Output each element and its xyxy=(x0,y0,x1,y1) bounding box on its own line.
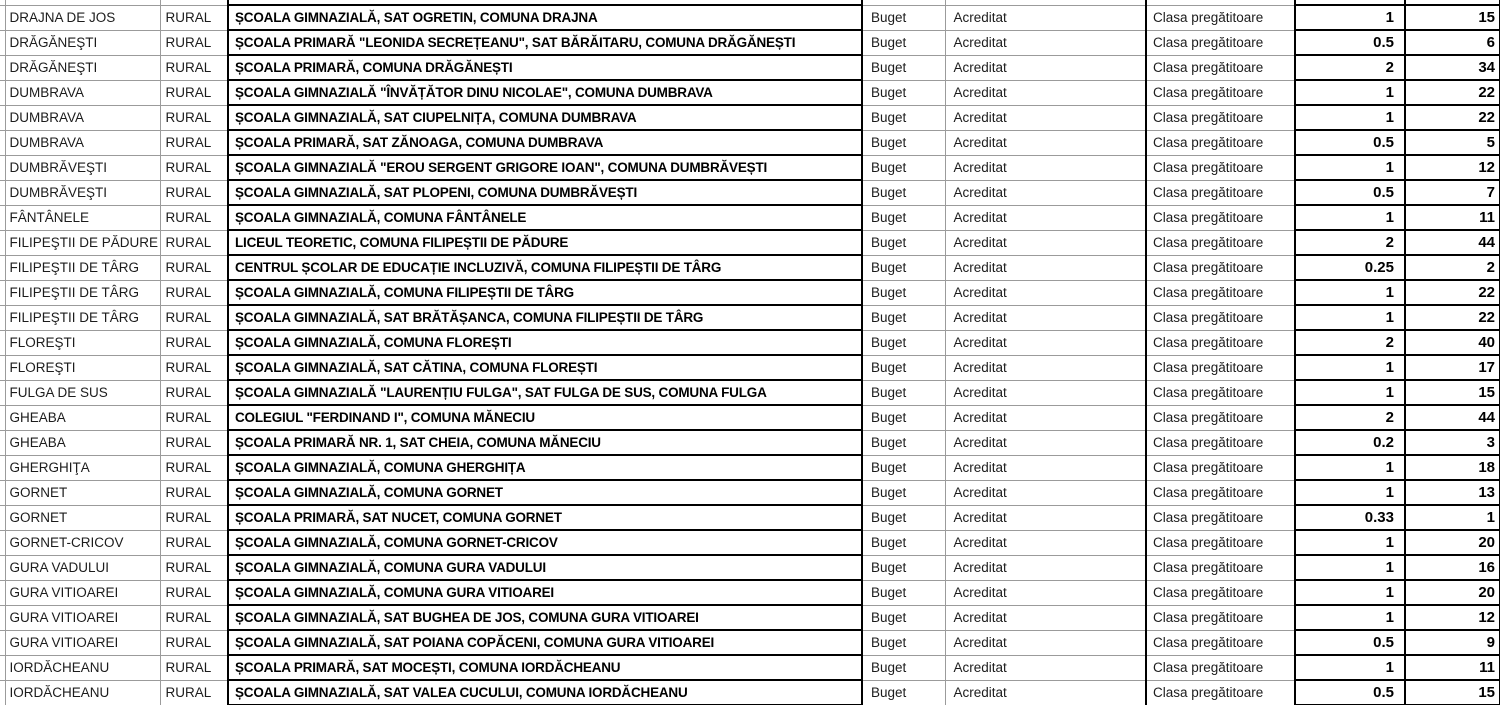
students-count-cell[interactable]: 12 xyxy=(1405,155,1500,180)
grade-level-cell[interactable]: Clasa pregătitoare xyxy=(1146,430,1295,455)
accreditation-cell[interactable]: Acreditat xyxy=(945,155,1146,180)
environment-cell[interactable]: RURAL xyxy=(160,255,228,280)
accreditation-cell[interactable]: Acreditat xyxy=(945,380,1146,405)
students-count-cell[interactable]: 11 xyxy=(1405,655,1500,680)
students-count-cell[interactable]: 11 xyxy=(1405,205,1500,230)
environment-cell[interactable]: RURAL xyxy=(160,380,228,405)
classes-count-cell[interactable]: 0.5 xyxy=(1295,630,1405,655)
school-name-cell[interactable]: ȘCOALA GIMNAZIALĂ, SAT VALEA CUCULUI, COMUNA IORDĂCHEANU xyxy=(228,680,862,705)
students-count-cell[interactable]: 22 xyxy=(1405,305,1500,330)
funding-cell[interactable]: Buget xyxy=(862,180,945,205)
accreditation-cell[interactable]: Acreditat xyxy=(945,530,1146,555)
locality-cell[interactable]: DUMBRAVA xyxy=(5,105,160,130)
funding-cell[interactable]: Buget xyxy=(862,5,945,30)
classes-count-cell[interactable]: 0.33 xyxy=(1295,505,1405,530)
accreditation-cell[interactable]: Acreditat xyxy=(945,230,1146,255)
grade-level-cell[interactable]: Clasa pregătitoare xyxy=(1146,5,1295,30)
accreditation-cell[interactable]: Acreditat xyxy=(945,105,1146,130)
students-count-cell[interactable]: 17 xyxy=(1405,355,1500,380)
environment-cell[interactable]: RURAL xyxy=(160,5,228,30)
grade-level-cell[interactable]: Clasa pregătitoare xyxy=(1146,305,1295,330)
table-row xyxy=(0,30,1500,55)
accreditation-cell[interactable]: Acreditat xyxy=(945,80,1146,105)
locality-cell[interactable]: FLOREŞTI xyxy=(5,355,160,380)
funding-cell[interactable]: Buget xyxy=(862,105,945,130)
environment-cell[interactable]: RURAL xyxy=(160,555,228,580)
table-row xyxy=(0,80,1500,105)
students-count-cell[interactable]: 1 xyxy=(1405,505,1500,530)
funding-cell[interactable]: Buget xyxy=(862,155,945,180)
school-name-cell[interactable]: ȘCOALA PRIMARĂ "LEONIDA SECREȚEANU", SAT BĂRĂITARU, COMUNA DRĂGĂNEȘTI xyxy=(228,30,862,55)
locality-cell[interactable]: FILIPEŞTII DE TÂRG xyxy=(5,280,160,305)
environment-cell[interactable]: RURAL xyxy=(160,455,228,480)
school-name-cell[interactable]: ȘCOALA GIMNAZIALĂ, COMUNA GORNET-CRICOV xyxy=(228,530,862,555)
school-name-cell[interactable]: ȘCOALA GIMNAZIALĂ, COMUNA FLOREȘTI xyxy=(228,330,862,355)
grade-level-cell[interactable]: Clasa pregătitoare xyxy=(1146,255,1295,280)
funding-cell[interactable]: Buget xyxy=(862,555,945,580)
locality-cell[interactable]: DUMBRAVA xyxy=(5,130,160,155)
grade-level-cell[interactable]: Clasa pregătitoare xyxy=(1146,680,1295,705)
students-count-cell[interactable]: 15 xyxy=(1405,5,1500,30)
school-name-cell[interactable]: ȘCOALA GIMNAZIALĂ, COMUNA GORNET xyxy=(228,480,862,505)
table-row xyxy=(0,555,1500,580)
accreditation-cell[interactable]: Acreditat xyxy=(945,205,1146,230)
table-row xyxy=(0,205,1500,230)
locality-cell[interactable]: GHEABA xyxy=(5,405,160,430)
grade-level-cell[interactable]: Clasa pregătitoare xyxy=(1146,30,1295,55)
locality-cell[interactable]: FILIPEŞTII DE TÂRG xyxy=(5,305,160,330)
students-count-cell[interactable]: 34 xyxy=(1405,55,1500,80)
school-name-cell[interactable]: ȘCOALA GIMNAZIALĂ, SAT POIANA COPĂCENI, COMUNA GURA VITIOAREI xyxy=(228,630,862,655)
school-name-cell[interactable]: CENTRUL ȘCOLAR DE EDUCAȚIE INCLUZIVĂ, COMUNA FILIPEȘTII DE TÂRG xyxy=(228,255,862,280)
table-row xyxy=(0,105,1500,130)
grade-level-cell[interactable]: Clasa pregătitoare xyxy=(1146,155,1295,180)
environment-cell[interactable]: RURAL xyxy=(160,155,228,180)
students-count-cell[interactable]: 22 xyxy=(1405,280,1500,305)
students-count-cell[interactable]: 3 xyxy=(1405,430,1500,455)
grade-level-cell[interactable]: Clasa pregătitoare xyxy=(1146,380,1295,405)
funding-cell[interactable]: Buget xyxy=(862,630,945,655)
locality-cell[interactable]: GURA VITIOAREI xyxy=(5,605,160,630)
grade-level-cell[interactable]: Clasa pregătitoare xyxy=(1146,55,1295,80)
funding-cell[interactable]: Buget xyxy=(862,380,945,405)
accreditation-cell[interactable]: Acreditat xyxy=(945,5,1146,30)
locality-cell[interactable]: DUMBRAVA xyxy=(5,80,160,105)
environment-cell[interactable]: RURAL xyxy=(160,480,228,505)
table-row xyxy=(0,630,1500,655)
table-row xyxy=(0,130,1500,155)
table-row xyxy=(0,180,1500,205)
locality-cell[interactable]: DRAJNA DE JOS xyxy=(5,5,160,30)
funding-cell[interactable]: Buget xyxy=(862,530,945,555)
environment-cell[interactable]: RURAL xyxy=(160,80,228,105)
school-name-cell[interactable]: ȘCOALA GIMNAZIALĂ "ÎNVĂȚĂTOR DINU NICOLAE", COMUNA DUMBRAVA xyxy=(228,80,862,105)
accreditation-cell[interactable]: Acreditat xyxy=(945,30,1146,55)
funding-cell[interactable]: Buget xyxy=(862,505,945,530)
accreditation-cell[interactable]: Acreditat xyxy=(945,180,1146,205)
accreditation-cell[interactable]: Acreditat xyxy=(945,355,1146,380)
classes-count-cell[interactable]: 2 xyxy=(1295,230,1405,255)
students-count-cell[interactable]: 6 xyxy=(1405,30,1500,55)
locality-cell[interactable]: IORDĂCHEANU xyxy=(5,655,160,680)
table-row xyxy=(0,655,1500,680)
grade-level-cell[interactable]: Clasa pregătitoare xyxy=(1146,405,1295,430)
funding-cell[interactable]: Buget xyxy=(862,255,945,280)
grade-level-cell[interactable]: Clasa pregătitoare xyxy=(1146,80,1295,105)
school-name-cell[interactable]: ȘCOALA GIMNAZIALĂ "LAURENȚIU FULGA", SAT FULGA DE SUS, COMUNA FULGA xyxy=(228,380,862,405)
funding-cell[interactable]: Buget xyxy=(862,130,945,155)
grade-level-cell[interactable]: Clasa pregătitoare xyxy=(1146,505,1295,530)
students-count-cell[interactable]: 9 xyxy=(1405,630,1500,655)
school-name-cell[interactable]: ȘCOALA GIMNAZIALĂ, COMUNA GURA VITIOAREI xyxy=(228,580,862,605)
funding-cell[interactable]: Buget xyxy=(862,405,945,430)
accreditation-cell[interactable]: Acreditat xyxy=(945,630,1146,655)
school-name-cell[interactable]: ȘCOALA GIMNAZIALĂ "EROU SERGENT GRIGORE IOAN", COMUNA DUMBRĂVEȘTI xyxy=(228,155,862,180)
table-row xyxy=(0,230,1500,255)
locality-cell[interactable]: GHEABA xyxy=(5,430,160,455)
funding-cell[interactable]: Buget xyxy=(862,430,945,455)
accreditation-cell[interactable]: Acreditat xyxy=(945,280,1146,305)
table-row xyxy=(0,330,1500,355)
classes-count-cell[interactable]: 1 xyxy=(1295,155,1405,180)
locality-cell[interactable]: DRĂGĂNEŞTI xyxy=(5,30,160,55)
students-count-cell[interactable]: 20 xyxy=(1405,580,1500,605)
students-count-cell[interactable]: 44 xyxy=(1405,405,1500,430)
classes-count-cell[interactable]: 0.5 xyxy=(1295,680,1405,705)
grade-level-cell[interactable]: Clasa pregătitoare xyxy=(1146,630,1295,655)
classes-count-cell[interactable]: 1 xyxy=(1295,555,1405,580)
funding-cell[interactable]: Buget xyxy=(862,55,945,80)
classes-count-cell[interactable]: 0.5 xyxy=(1295,180,1405,205)
classes-count-cell[interactable]: 1 xyxy=(1295,280,1405,305)
environment-cell[interactable]: RURAL xyxy=(160,180,228,205)
grade-level-cell[interactable]: Clasa pregătitoare xyxy=(1146,480,1295,505)
classes-count-cell[interactable]: 1 xyxy=(1295,80,1405,105)
environment-cell[interactable]: RURAL xyxy=(160,205,228,230)
classes-count-cell[interactable]: 1 xyxy=(1295,5,1405,30)
locality-cell[interactable]: GORNET-CRICOV xyxy=(5,530,160,555)
grade-level-cell[interactable]: Clasa pregătitoare xyxy=(1146,205,1295,230)
grade-level-cell[interactable]: Clasa pregătitoare xyxy=(1146,605,1295,630)
school-name-cell[interactable]: ȘCOALA GIMNAZIALĂ, SAT OGRETIN, COMUNA DRAJNA xyxy=(228,5,862,30)
grade-level-cell[interactable]: Clasa pregătitoare xyxy=(1146,280,1295,305)
students-count-cell[interactable]: 2 xyxy=(1405,255,1500,280)
accreditation-cell[interactable]: Acreditat xyxy=(945,430,1146,455)
accreditation-cell[interactable]: Acreditat xyxy=(945,55,1146,80)
funding-cell[interactable]: Buget xyxy=(862,455,945,480)
accreditation-cell[interactable]: Acreditat xyxy=(945,680,1146,705)
table-row xyxy=(0,480,1500,505)
table-row xyxy=(0,680,1500,705)
locality-cell[interactable]: IORDĂCHEANU xyxy=(5,680,160,705)
table-row xyxy=(0,430,1500,455)
classes-count-cell[interactable]: 0.5 xyxy=(1295,130,1405,155)
locality-cell[interactable]: GHERGHIŢA xyxy=(5,455,160,480)
table-row xyxy=(0,355,1500,380)
locality-cell[interactable]: FLOREŞTI xyxy=(5,330,160,355)
funding-cell[interactable]: Buget xyxy=(862,280,945,305)
accreditation-cell[interactable]: Acreditat xyxy=(945,405,1146,430)
grade-level-cell[interactable]: Clasa pregătitoare xyxy=(1146,580,1295,605)
locality-cell[interactable]: FILIPEŞTII DE TÂRG xyxy=(5,255,160,280)
students-count-cell[interactable]: 13 xyxy=(1405,480,1500,505)
funding-cell[interactable]: Buget xyxy=(862,680,945,705)
classes-count-cell[interactable]: 2 xyxy=(1295,55,1405,80)
grade-level-cell[interactable]: Clasa pregătitoare xyxy=(1146,455,1295,480)
school-name-cell[interactable]: ȘCOALA PRIMARĂ, SAT NUCET, COMUNA GORNET xyxy=(228,505,862,530)
locality-cell[interactable]: DUMBRĂVEŞTI xyxy=(5,155,160,180)
grade-level-cell[interactable]: Clasa pregătitoare xyxy=(1146,330,1295,355)
students-count-cell[interactable]: 22 xyxy=(1405,105,1500,130)
school-name-cell[interactable]: COLEGIUL "FERDINAND I", COMUNA MĂNECIU xyxy=(228,405,862,430)
students-count-cell[interactable]: 20 xyxy=(1405,530,1500,555)
grade-level-cell[interactable]: Clasa pregătitoare xyxy=(1146,130,1295,155)
school-name-cell[interactable]: ȘCOALA GIMNAZIALĂ, SAT BUGHEA DE JOS, COMUNA GURA VITIOAREI xyxy=(228,605,862,630)
students-count-cell[interactable]: 7 xyxy=(1405,180,1500,205)
table-row xyxy=(0,255,1500,280)
locality-cell[interactable]: DUMBRĂVEŞTI xyxy=(5,180,160,205)
grade-level-cell[interactable]: Clasa pregătitoare xyxy=(1146,355,1295,380)
environment-cell[interactable]: RURAL xyxy=(160,530,228,555)
accreditation-cell[interactable]: Acreditat xyxy=(945,605,1146,630)
accreditation-cell[interactable]: Acreditat xyxy=(945,505,1146,530)
environment-cell[interactable]: RURAL xyxy=(160,280,228,305)
school-name-cell[interactable]: ȘCOALA GIMNAZIALĂ, SAT BRĂTĂȘANCA, COMUNA FILIPEȘTII DE TÂRG xyxy=(228,305,862,330)
accreditation-cell[interactable]: Acreditat xyxy=(945,580,1146,605)
environment-cell[interactable]: RURAL xyxy=(160,130,228,155)
classes-count-cell[interactable]: 2 xyxy=(1295,405,1405,430)
table-row xyxy=(0,280,1500,305)
table-row xyxy=(0,530,1500,555)
locality-cell[interactable]: FÂNTÂNELE xyxy=(5,205,160,230)
funding-cell[interactable]: Buget xyxy=(862,580,945,605)
accreditation-cell[interactable]: Acreditat xyxy=(945,130,1146,155)
funding-cell[interactable]: Buget xyxy=(862,30,945,55)
table-row xyxy=(0,305,1500,330)
locality-cell[interactable]: GURA VADULUI xyxy=(5,555,160,580)
table-row xyxy=(0,455,1500,480)
environment-cell[interactable]: RURAL xyxy=(160,430,228,455)
accreditation-cell[interactable]: Acreditat xyxy=(945,555,1146,580)
school-name-cell[interactable]: ȘCOALA PRIMARĂ, COMUNA DRĂGĂNEȘTI xyxy=(228,55,862,80)
environment-cell[interactable]: RURAL xyxy=(160,305,228,330)
classes-count-cell[interactable]: 1 xyxy=(1295,530,1405,555)
students-count-cell[interactable]: 15 xyxy=(1405,380,1500,405)
grade-level-cell[interactable]: Clasa pregătitoare xyxy=(1146,230,1295,255)
table-row xyxy=(0,405,1500,430)
classes-count-cell[interactable]: 1 xyxy=(1295,105,1405,130)
table-row xyxy=(0,605,1500,630)
environment-cell[interactable]: RURAL xyxy=(160,505,228,530)
funding-cell[interactable]: Buget xyxy=(862,605,945,630)
table-row xyxy=(0,155,1500,180)
school-name-cell[interactable]: ȘCOALA GIMNAZIALĂ, COMUNA GURA VADULUI xyxy=(228,555,862,580)
school-name-cell[interactable]: ȘCOALA PRIMARĂ, SAT MOCEȘTI, COMUNA IORDĂCHEANU xyxy=(228,655,862,680)
accreditation-cell[interactable]: Acreditat xyxy=(945,255,1146,280)
school-name-cell[interactable]: ȘCOALA PRIMARĂ, SAT ZĂNOAGA, COMUNA DUMBRAVA xyxy=(228,130,862,155)
school-name-cell[interactable]: ȘCOALA GIMNAZIALĂ, SAT PLOPENI, COMUNA DUMBRĂVEȘTI xyxy=(228,180,862,205)
table-row xyxy=(0,55,1500,80)
funding-cell[interactable]: Buget xyxy=(862,230,945,255)
students-count-cell[interactable]: 16 xyxy=(1405,555,1500,580)
classes-count-cell[interactable]: 1 xyxy=(1295,605,1405,630)
classes-count-cell[interactable]: 1 xyxy=(1295,655,1405,680)
funding-cell[interactable]: Buget xyxy=(862,80,945,105)
environment-cell[interactable]: RURAL xyxy=(160,680,228,705)
classes-count-cell[interactable]: 1 xyxy=(1295,305,1405,330)
funding-cell[interactable]: Buget xyxy=(862,330,945,355)
table-row xyxy=(0,5,1500,30)
students-count-cell[interactable]: 44 xyxy=(1405,230,1500,255)
environment-cell[interactable]: RURAL xyxy=(160,630,228,655)
students-count-cell[interactable]: 5 xyxy=(1405,130,1500,155)
environment-cell[interactable]: RURAL xyxy=(160,405,228,430)
environment-cell[interactable]: RURAL xyxy=(160,230,228,255)
environment-cell[interactable]: RURAL xyxy=(160,355,228,380)
funding-cell[interactable]: Buget xyxy=(862,355,945,380)
locality-cell[interactable]: GURA VITIOAREI xyxy=(5,580,160,605)
school-name-cell[interactable]: ȘCOALA PRIMARĂ NR. 1, SAT CHEIA, COMUNA MĂNECIU xyxy=(228,430,862,455)
accreditation-cell[interactable]: Acreditat xyxy=(945,655,1146,680)
classes-count-cell[interactable]: 1 xyxy=(1295,355,1405,380)
classes-count-cell[interactable]: 1 xyxy=(1295,380,1405,405)
environment-cell[interactable]: RURAL xyxy=(160,605,228,630)
table-row xyxy=(0,580,1500,605)
accreditation-cell[interactable]: Acreditat xyxy=(945,330,1146,355)
environment-cell[interactable]: RURAL xyxy=(160,105,228,130)
locality-cell[interactable]: DRĂGĂNEŞTI xyxy=(5,55,160,80)
school-name-cell[interactable]: ȘCOALA GIMNAZIALĂ, COMUNA FÂNTÂNELE xyxy=(228,205,862,230)
classes-count-cell[interactable]: 0.5 xyxy=(1295,30,1405,55)
school-name-cell[interactable]: ȘCOALA GIMNAZIALĂ, COMUNA GHERGHIȚA xyxy=(228,455,862,480)
grade-level-cell[interactable]: Clasa pregătitoare xyxy=(1146,180,1295,205)
environment-cell[interactable]: RURAL xyxy=(160,55,228,80)
classes-count-cell[interactable]: 1 xyxy=(1295,455,1405,480)
students-count-cell[interactable]: 18 xyxy=(1405,455,1500,480)
funding-cell[interactable]: Buget xyxy=(862,655,945,680)
table-row xyxy=(0,380,1500,405)
locality-cell[interactable]: GURA VITIOAREI xyxy=(5,630,160,655)
school-name-cell[interactable]: ȘCOALA GIMNAZIALĂ, COMUNA FILIPEȘTII DE TÂRG xyxy=(228,280,862,305)
funding-cell[interactable]: Buget xyxy=(862,205,945,230)
grade-level-cell[interactable]: Clasa pregătitoare xyxy=(1146,555,1295,580)
classes-count-cell[interactable]: 0.2 xyxy=(1295,430,1405,455)
grade-level-cell[interactable]: Clasa pregătitoare xyxy=(1146,530,1295,555)
grade-level-cell[interactable]: Clasa pregătitoare xyxy=(1146,105,1295,130)
locality-cell[interactable]: GORNET xyxy=(5,480,160,505)
environment-cell[interactable]: RURAL xyxy=(160,30,228,55)
students-count-cell[interactable]: 40 xyxy=(1405,330,1500,355)
locality-cell[interactable]: FULGA DE SUS xyxy=(5,380,160,405)
school-name-cell[interactable]: ȘCOALA GIMNAZIALĂ, SAT CIUPELNIȚA, COMUNA DUMBRAVA xyxy=(228,105,862,130)
students-count-cell[interactable]: 12 xyxy=(1405,605,1500,630)
accreditation-cell[interactable]: Acreditat xyxy=(945,305,1146,330)
table-row xyxy=(0,505,1500,530)
grade-level-cell[interactable]: Clasa pregătitoare xyxy=(1146,655,1295,680)
classes-count-cell[interactable]: 0.25 xyxy=(1295,255,1405,280)
environment-cell[interactable]: RURAL xyxy=(160,580,228,605)
classes-count-cell[interactable]: 1 xyxy=(1295,580,1405,605)
classes-count-cell[interactable]: 1 xyxy=(1295,480,1405,505)
school-name-cell[interactable]: ȘCOALA GIMNAZIALĂ, SAT CĂTINA, COMUNA FLOREȘTI xyxy=(228,355,862,380)
classes-count-cell[interactable]: 1 xyxy=(1295,205,1405,230)
accreditation-cell[interactable]: Acreditat xyxy=(945,480,1146,505)
accreditation-cell[interactable]: Acreditat xyxy=(945,455,1146,480)
locality-cell[interactable]: GORNET xyxy=(5,505,160,530)
funding-cell[interactable]: Buget xyxy=(862,305,945,330)
environment-cell[interactable]: RURAL xyxy=(160,655,228,680)
classes-count-cell[interactable]: 2 xyxy=(1295,330,1405,355)
environment-cell[interactable]: RURAL xyxy=(160,330,228,355)
school-name-cell[interactable]: LICEUL TEORETIC, COMUNA FILIPEȘTII DE PĂDURE xyxy=(228,230,862,255)
students-count-cell[interactable]: 15 xyxy=(1405,680,1500,705)
students-count-cell[interactable]: 22 xyxy=(1405,80,1500,105)
funding-cell[interactable]: Buget xyxy=(862,480,945,505)
locality-cell[interactable]: FILIPEŞTII DE PĂDURE xyxy=(5,230,160,255)
